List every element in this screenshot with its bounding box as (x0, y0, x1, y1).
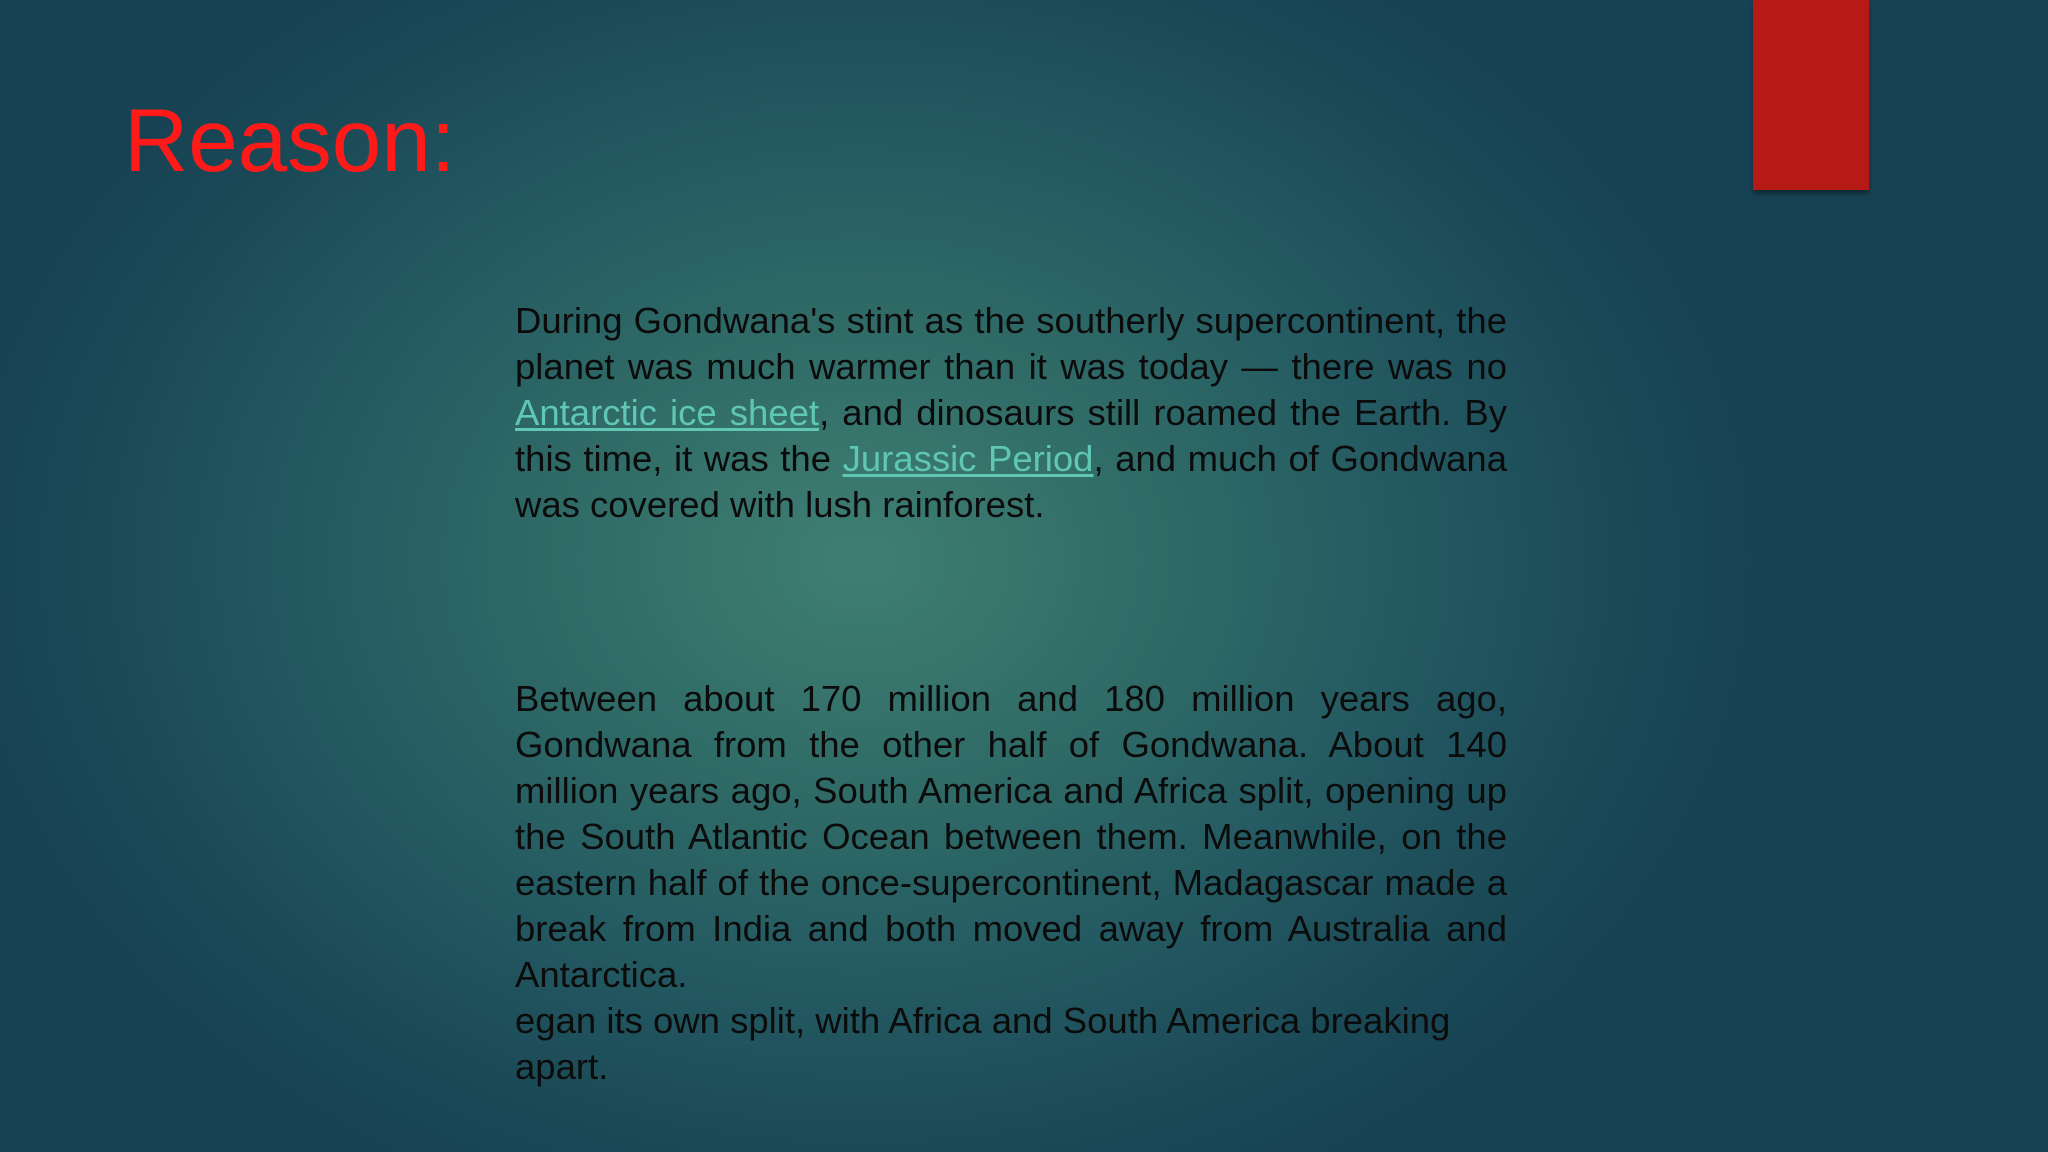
link-jurassic-period[interactable]: Jurassic Period (842, 438, 1094, 479)
paragraph-gondwana-climate (515, 298, 1507, 528)
paragraph-gondwana-split: Between about 170 million and 180 million years ago, Gondwana from the other half of Gondwana. About 140 million years ago, South America and Africa split, opening up the South Atlantic Ocean between them. Meanwhile, on the eastern half of the once-supercontinent, Madagascar made a break from India and both moved away from Australia and Antarctica. (515, 678, 1507, 995)
paragraph-africa-south-america: egan its own split, with Africa and South America breaking apart. (515, 1000, 1451, 1087)
paragraph1-text-middle: , and dinosaurs still roamed the Earth. By this time, it was the (515, 392, 1507, 479)
slide-title: Reason: (124, 90, 456, 190)
red-accent-bar (1753, 0, 1869, 190)
link-antarctic-ice-sheet[interactable]: Antarctic ice sheet (515, 392, 820, 433)
paragraph1-text-start: During Gondwana's stint as the southerly supercontinent, the planet was much warmer than it was today — there was no (515, 300, 1507, 387)
paragraph1-text-end: , and much of Gondwana was covered with lush rainforest. (515, 438, 1507, 525)
